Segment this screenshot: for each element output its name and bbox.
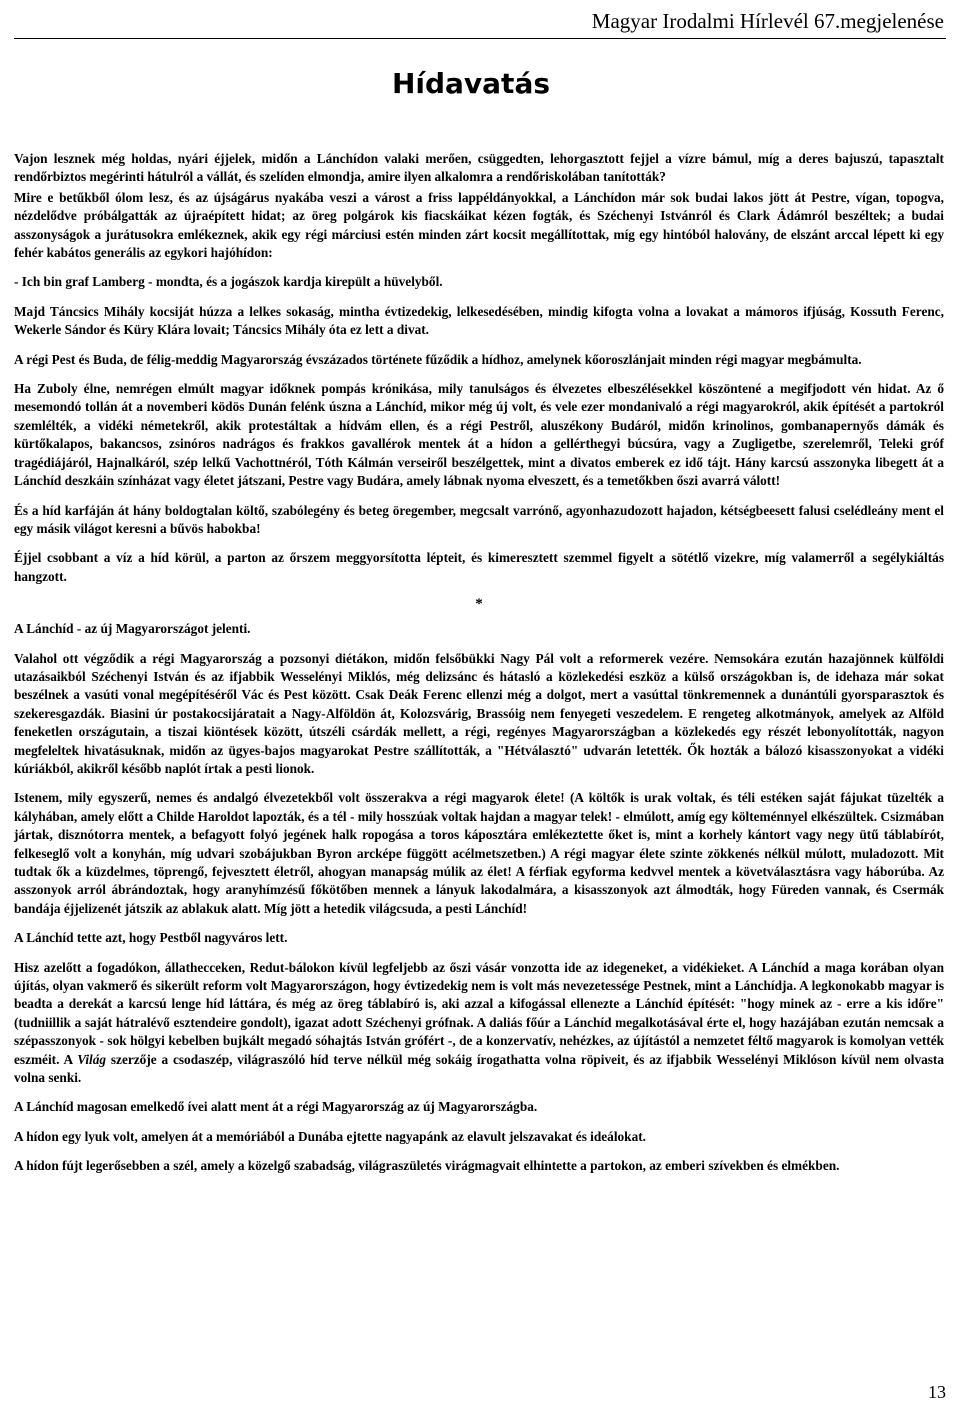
article-body: [14, 150, 944, 1187]
paragraph: A hídon egy lyuk volt, amelyen át a memóriából a Dunába ejtette nagyapánk az elavult jelszavakat és ideálokat.: [14, 1128, 646, 1144]
section-separator: *: [475, 596, 483, 613]
paragraph: A Lánchíd - az új Magyarországot jelenti.: [14, 621, 251, 637]
paragraph: És a híd karfáján át hány boldogtalan költő, szabólegény és beteg öregember, megcsalt varrónő, agyonhazudozott hajadon, kétségbeesett falusi cselédleány ment el egy másik világot keresni a bűvös habokba!: [14, 502, 944, 536]
paragraph: Éjjel csobbant a víz a híd körül, a parton az őrszem meggyorsította lépteit, és kimeresztett szemmel figyelt a sötétlő vizekre, míg valamerről a segélykiáltás hangzott.: [14, 550, 944, 584]
paragraph-text: Hisz azelőtt a fogadókon, állathecceken, Redut-bálokon kívül legfeljebb az őszi vásár vonzotta ide az idegeneket, a vidékieket. A Lánchíd a maga korában olyan újítás, olyan vakmerő és sikerült reform volt Magyarországon, hogy évtizedekig nem is volt más nevezetessége Pestnek, mint a Lánchídja. A legkonokabb magyar is beadta a derekát a karcsú lenge híd láttára, és még az öreg táblabíró is, aki azzal a kifogással ellenezte a Lánchíd építését: "hogy minek az - erre a kis időre" (tudniillik a saját hátralévő esztendeire gondolt), igazat adott Széchenyi grófnak. A daliás főúr a Lánchíd megalkotásával érte el, hogy hazájában ezután nemcsak a szépasszonyok - sok hölgyi kebelben bujkált megadó sóhajtás István grófért -, de a konzervatív, nehézkes, az újítástól a nemzetet féltő magyarok is komolyan vették eszméit. A: [14, 959, 944, 1067]
paragraph: A Lánchíd tette azt, hogy Pestből nagyváros lett.: [14, 930, 288, 946]
paragraph: Istenem, mily egyszerű, nemes és andalgó élvezetekből volt összerakva a régi magyarok élete! (A költők is urak voltak, és téli estéken saját fájukat tüzelték a kályhában, amely előtt a Childe Haroldot lapozták, és a tél - mily hosszúak voltak hajdan a magyar telek! - elmúlott, amíg egy költeménnyel elkészültek. Csizmában jártak, disznótorra mentek, a befagyott folyó jegének halk ropogása a toros káposztára emlékeztette őket is, mint a korhely kántort vagy negy ütű táblabírót, felkeseglő volt a konyhán, míg udvari szobájukban Byron arcképe függött acélmetszetben.) A régi magyar élete szinte zökkenés nélkül múlott, muladozott. Mit tudtak ők a küzdelmes, töprengő, fejvesztett életről, ahogyan manapság múlik az élet! A férfiak egyforma kedvvel mentek a követválasztásra vagy háborúba. Az asszonyok arról ábrándoztak, hogy aranyhímzésű főkötőben mennek a lányuk lakodalmára, a kisasszonyok azt álmodták, hogy Füreden vannak, és Csermák bandája éjjelizenét játszik az ablakuk alatt. Míg jött a hetedik világcsuda, a pesti Lánchíd!: [14, 790, 944, 916]
paragraph: A hídon fújt legerősebben a szél, amely a közelgő szabadság, világraszületés virágmagvait elhintette a partokon, az emberi szívekben és elmékben.: [14, 1158, 840, 1174]
paragraph: [14, 959, 944, 1088]
paragraph: Vajon lesznek még holdas, nyári éjjelek, midőn a Lánchídon valaki merően, csüggedten, lehorgasztott fejjel a vízre bámul, míg a deres bajuszú, tapasztalt rendőrbiztos megérinti hátulról a vállát, és szelíden elmondja, amire ilyen alkalomra a rendőriskolában tanították?: [14, 151, 944, 185]
paragraph: A Lánchíd magosan emelkedő ívei alatt ment át a régi Magyarország az új Magyarországba.: [14, 1099, 538, 1115]
paragraph: Majd Táncsics Mihály kocsiját húzza a lelkes sokaság, mintha évtizedekig, lelkesedésében, mindig kifogta volna a lovakat a mámoros ifjúság, Kossuth Ferenc, Wekerle Sándor és Küry Klára lovait; Táncsics Mihály óta ez lett a divat.: [14, 303, 944, 338]
running-header: Magyar Irodalmi Hírlevél 67.megjelenése: [591, 9, 944, 33]
paragraph: Ha Zuboly élne, nemrégen elmúlt magyar időknek pompás krónikása, mily tanulságos és élvezetes elbeszélésekkel köszöntené a megifjodott vén hidat. Az ő mesemondó tollán át a novemberi ködös Dunán felénk úszna a Lánchíd, mikor még új volt, és vele ezer mondanivaló a régi magyarokról, akik építését a partokról szemlélték, a vidéki németekről, akik protestáltak a hídvám ellen, és a régi Pestről, aluszékony Budáról, midőn krinolinos, gombanapernyős dámák és kürtőkalapos, bakancsos, zsinóros nadrágos és frakkos gavallérok mentek át a hídon a gellérthegyi búcsúra, vagy a Zugligetbe, szerelemről, Teleki gróf tragédiájáról, Hajnalkáról, szép lelkű Vachottnéról, Tóth Kálmán verseiről beszélgettek, mint a divatos emberek ez idő tájt. Hány karcsú asszonyka libegett át a Lánchíd deszkáin színházat vagy életet játszani, Pestre vagy Budára, amely lábnak nyoma elveszett, és a temetőkben őszi avarrá válott!: [14, 381, 944, 489]
paragraph: - Ich bin graf Lamberg - mondta, és a jogászok kardja kirepült a hüvelyből.: [14, 274, 443, 290]
paragraph: Valahol ott végződik a régi Magyarország a pozsonyi diétákon, midőn felsőbükki Nagy Pál volt a reformerek vezére. Nemsokára ezután hazajönnek külföldi utazásaikból Széchenyi István és az ifjabbik Wesselényi Miklós, még delizsánc és hátasló a közlekedési eszköz a külső országokban is, de idehaza már sokat beszélnek a vasúti vonal megépítéséről Vác és Pest között. Csak Deák Ferenc ellenzi még a dolgot, mert a vasúttal tönkremennek a dunántúli gyorsparasztok és szekeresgazdák. Biasini úr postakocsijáratait a Nagy-Alföldön át, Kolozsvárig, Brassóig nem fenyegeti veszedelem. E rengeteg alkotmányok, amelyek az Alföld feneketlen országutain, a tiszai kiöntések között, útszéli csárdák mellett, a régi, regényes Magyarországban a közlekedés egy részét lebonyolították, nagyon megfeleltek hivatásuknak, midőn az ügyes-bajos magyarokat Pestre szállították, a "Hétválasztó" udvarán letették. Ők hozták a bálozó kisasszonyokat a vidéki kúriákból, akikről később naplót írtak a pesti lionok.: [14, 650, 944, 776]
paragraph: Mire e betűkből ólom lesz, és az újságárus nyakába veszi a várost a friss lappéldányokkal, a Lánchídon már sok budai lakos jött át Pestre, vígan, topogva, nézdelődve próbálgatták az újraépített hidat; az öreg polgárok kis fiacskáikat kézen fogták, és Széchenyi Istvánról és Clark Ádámról beszéltek; a budai asszonyságok a jurátusokra emlékeznek, akik egy régi márciusi estén minden zárt kocsit megállítottak, míg egy hintóból halovány, de elszánt arccal lépett ki egy fehér kabátos generális az egykori hajóhídon:: [14, 189, 944, 261]
paragraph-text: szerzője a csodaszép, világraszóló híd terve nélkül még sokáig írogathatta volna röpiveit, és az ifjabbik Wesselényi Miklóson kívül nem olvasta volna senki.: [14, 1051, 944, 1086]
header-rule: [14, 38, 946, 39]
page-number: 13: [928, 1382, 946, 1402]
book-title: Világ: [77, 1051, 107, 1067]
article-title: Hídavatás: [391, 67, 550, 100]
paragraph: A régi Pest és Buda, de félig-meddig Magyarország évszázados története fűződik a hídhoz, amelynek kőoroszlánjait minden régi magyar megbámulta.: [14, 351, 862, 367]
